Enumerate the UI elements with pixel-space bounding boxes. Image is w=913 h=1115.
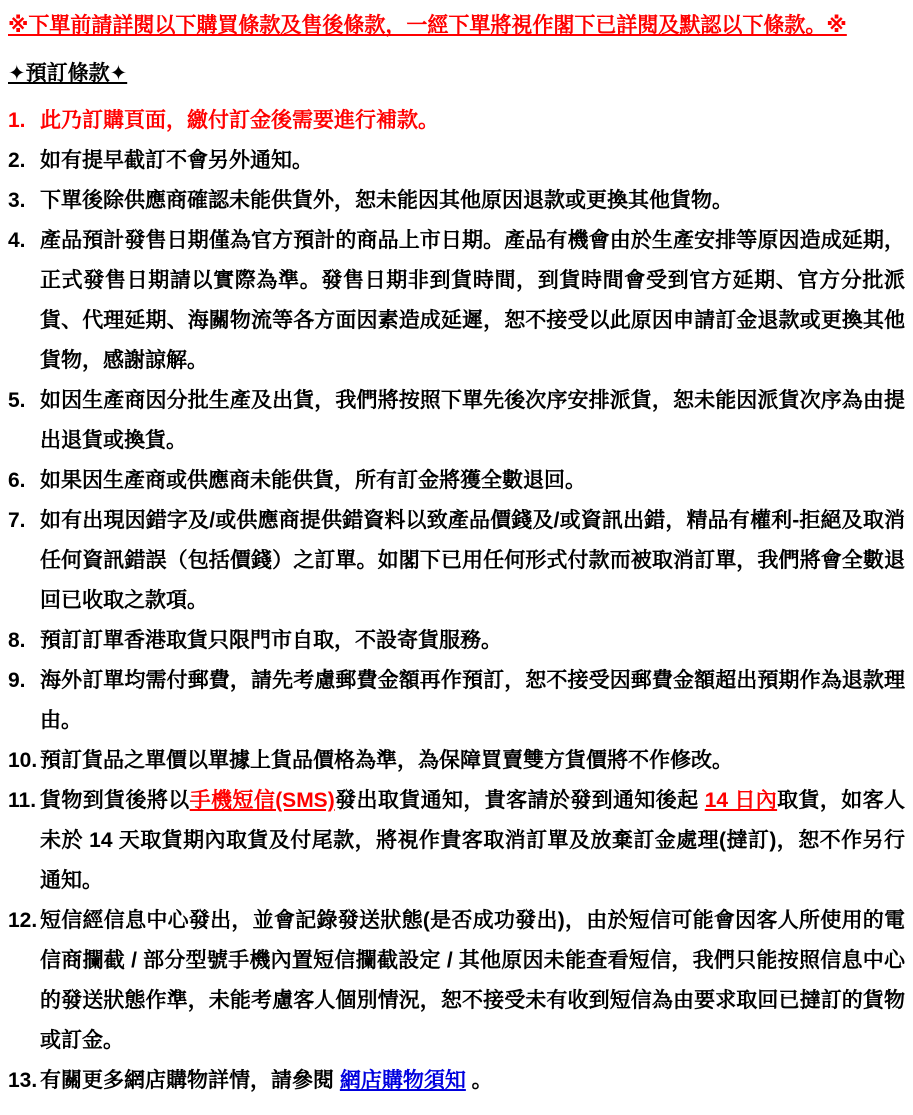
term-item [8,1061,905,1101]
term-item [8,461,905,501]
term-item [8,101,905,141]
term-number: 8. [8,629,26,652]
term-segment: 14 日內 [704,789,778,812]
terms-list [8,101,905,1101]
term-segment: 如果因生產商或供應商未能供貨，所有訂金將獲全數退回。 [40,469,586,492]
purchase-terms-notice: ※下單前請詳閱以下購買條款及售後條款，一經下單將視作閣下已詳閱及默認以下條款。※ [8,14,847,37]
term-segment: 產品預計發售日期僅為官方預計的商品上市日期。產品有機會由於生產安排等原因造成延期，正式發售日期請以實際為準。發售日期非到貨時間，到貨時間會受到官方延期、官方分批派貨、代理延期、海關物流等各方面因素造成延遲，恕不接受以此原因申請訂金退款或更換其他貨物，感謝諒解。 [40,229,905,372]
term-segment: 手機短信(SMS) [189,789,335,812]
term-text [40,1061,905,1101]
term-text [40,221,905,381]
term-segment: 海外訂單均需付郵費，請先考慮郵費金額再作預訂，恕不接受因郵費金額超出預期作為退款理由。 [40,669,905,732]
term-segment: 貨物到貨後將以 [40,789,190,812]
term-text [40,141,905,181]
term-item [8,381,905,461]
term-item [8,741,905,781]
term-segment: 。 [465,1069,493,1092]
term-number: 12. [8,909,38,932]
term-number: 9. [8,669,26,692]
term-number: 2. [8,149,26,172]
term-text [40,621,905,661]
term-item [8,781,905,901]
term-number: 3. [8,189,26,212]
term-number: 7. [8,509,26,532]
term-text [40,381,905,461]
term-number: 4. [8,229,26,252]
term-segment: 如因生產商因分批生產及出貨，我們將按照下單先後次序安排派貨，恕未能因派貨次序為由提出退貨或換貨。 [40,389,905,452]
term-number: 6. [8,469,26,492]
term-segment: 預訂訂單香港取貨只限門市自取，不設寄貨服務。 [40,629,502,652]
preorder-terms-heading: ✦預訂條款✦ [8,62,128,85]
term-text [40,741,905,781]
term-segment: 有關更多網店購物詳情，請參閱 [40,1069,340,1092]
term-segment: 發出取貨通知，貴客請於發到通知後起 [334,789,705,812]
term-segment: 預訂貨品之單價以單據上貨品價格為準，為保障買賣雙方貨價將不作修改。 [40,749,733,772]
term-text [40,901,905,1061]
term-text [40,461,905,501]
term-number: 1. [8,109,26,132]
shop-guide-link[interactable]: 網店購物須知 [339,1069,466,1092]
term-text [40,781,905,901]
term-number: 5. [8,389,26,412]
term-item [8,621,905,661]
term-segment: 如有出現因錯字及/或供應商提供錯資料以致產品價錢及/或資訊出錯，精品有權利-拒絕及取消任何資訊錯誤（包括價錢）之訂單。如閣下已用任何形式付款而被取消訂單，我們將會全數退回已收取之款項。 [40,509,905,612]
term-item [8,501,905,621]
term-segment: 下單後除供應商確認未能供貨外，恕未能因其他原因退款或更換其他貨物。 [40,189,733,212]
term-item [8,141,905,181]
term-item [8,181,905,221]
term-item [8,661,905,741]
term-item [8,221,905,381]
term-text [40,101,905,141]
term-text [40,661,905,741]
term-number: 13. [8,1069,38,1092]
term-number: 10. [8,749,38,772]
term-text [40,181,905,221]
term-segment: 短信經信息中心發出，並會記錄發送狀態(是否成功發出)，由於短信可能會因客人所使用的電信商攔截 / 部分型號手機內置短信攔截設定 / 其他原因未能查看短信，我們只能按照信息中心的發送狀態作準，未能考慮客人個別情況，恕不接受未有收到短信為由要求取回已撻訂的貨物或訂金。 [40,909,905,1052]
term-segment: 取貨，如客人未於 14 天取貨期內取貨及付尾款，將視作貴客取消訂單及放棄訂金處理(撻訂)，恕不作另行通知。 [40,789,905,892]
term-segment: 如有提早截訂不會另外通知。 [40,149,313,172]
term-text [40,501,905,621]
term-segment: 此乃訂購頁面，繳付訂金後需要進行補款。 [40,109,439,132]
term-number: 11. [8,789,37,812]
term-item [8,901,905,1061]
